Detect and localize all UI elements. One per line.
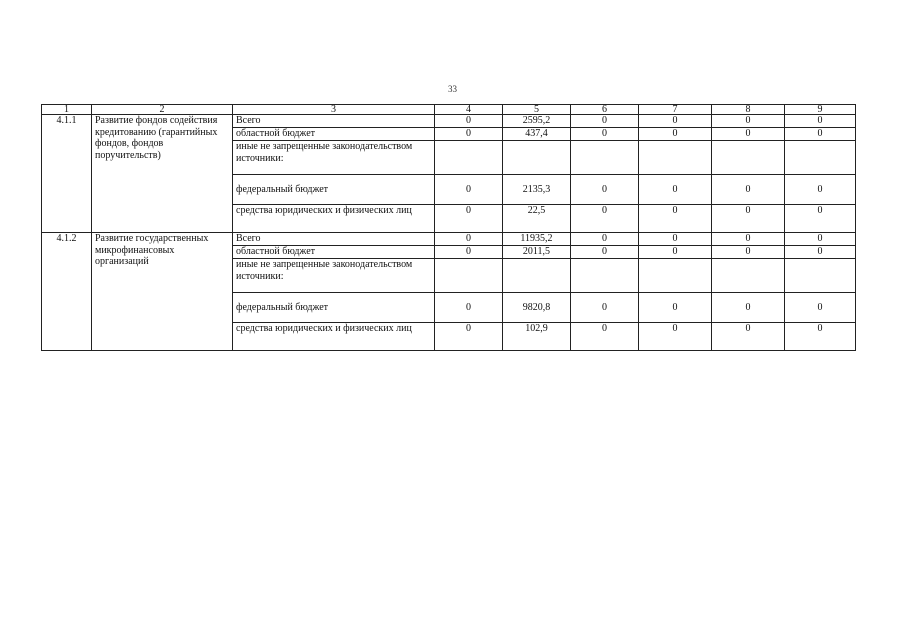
value-cell: 0 — [785, 323, 856, 351]
col-header: 4 — [435, 105, 503, 115]
col-header: 8 — [712, 105, 785, 115]
value-cell: 0 — [785, 246, 856, 259]
value-cell: 0 — [571, 293, 639, 323]
value-cell: 0 — [712, 128, 785, 141]
funding-source: федеральный бюджет — [233, 293, 435, 323]
value-cell: 0 — [639, 115, 712, 128]
value-cell — [571, 259, 639, 293]
value-cell: 0 — [785, 233, 856, 246]
funding-source: средства юридических и физических лиц — [233, 205, 435, 233]
value-cell: 0 — [571, 128, 639, 141]
value-cell: 0 — [712, 115, 785, 128]
value-cell: 0 — [435, 246, 503, 259]
value-cell — [503, 141, 571, 175]
value-cell: 0 — [785, 115, 856, 128]
value-cell: 0 — [712, 293, 785, 323]
value-cell: 0 — [712, 246, 785, 259]
col-header: 6 — [571, 105, 639, 115]
value-cell: 0 — [571, 233, 639, 246]
table-row — [42, 115, 856, 128]
value-cell — [435, 259, 503, 293]
value-cell: 0 — [712, 323, 785, 351]
value-cell: 0 — [785, 205, 856, 233]
row-name: Развитие фондов содействия кредитованию (гарантийных фондов, фондов поручительств) — [92, 115, 233, 233]
row-name: Развитие государственных микрофинансовых организаций — [92, 233, 233, 351]
col-header: 7 — [639, 105, 712, 115]
value-cell — [712, 259, 785, 293]
value-cell — [639, 141, 712, 175]
value-cell: 22,5 — [503, 205, 571, 233]
value-cell — [785, 141, 856, 175]
header-row — [42, 105, 856, 115]
value-cell: 0 — [712, 175, 785, 205]
row-code: 4.1.1 — [42, 115, 92, 233]
funding-source: средства юридических и физических лиц — [233, 323, 435, 351]
value-cell: 0 — [435, 205, 503, 233]
table-row — [42, 233, 856, 246]
funding-source: Всего — [233, 115, 435, 128]
value-cell — [435, 141, 503, 175]
value-cell: 2135,3 — [503, 175, 571, 205]
value-cell: 0 — [712, 233, 785, 246]
value-cell: 0 — [435, 233, 503, 246]
value-cell: 0 — [639, 323, 712, 351]
value-cell: 0 — [571, 246, 639, 259]
value-cell — [503, 259, 571, 293]
value-cell: 437,4 — [503, 128, 571, 141]
col-header: 9 — [785, 105, 856, 115]
value-cell: 0 — [639, 233, 712, 246]
funding-source: иные не запрещенные законодательством источники: — [233, 259, 435, 293]
funding-source: областной бюджет — [233, 246, 435, 259]
value-cell: 2011,5 — [503, 246, 571, 259]
page-number: 33 — [448, 84, 457, 94]
funding-source: областной бюджет — [233, 128, 435, 141]
value-cell: 0 — [571, 205, 639, 233]
value-cell: 0 — [435, 128, 503, 141]
value-cell: 0 — [639, 175, 712, 205]
value-cell: 0 — [435, 175, 503, 205]
funding-source: федеральный бюджет — [233, 175, 435, 205]
value-cell: 9820,8 — [503, 293, 571, 323]
value-cell: 0 — [435, 323, 503, 351]
value-cell: 0 — [639, 128, 712, 141]
value-cell: 0 — [571, 175, 639, 205]
value-cell — [785, 259, 856, 293]
value-cell — [571, 141, 639, 175]
value-cell: 0 — [571, 115, 639, 128]
value-cell: 2595,2 — [503, 115, 571, 128]
value-cell: 0 — [785, 293, 856, 323]
budget-table — [41, 104, 856, 351]
col-header: 3 — [233, 105, 435, 115]
funding-source: иные не запрещенные законодательством источники: — [233, 141, 435, 175]
value-cell: 102,9 — [503, 323, 571, 351]
col-header: 1 — [42, 105, 92, 115]
value-cell: 0 — [712, 205, 785, 233]
funding-source: Всего — [233, 233, 435, 246]
value-cell: 0 — [785, 175, 856, 205]
value-cell — [639, 259, 712, 293]
col-header: 5 — [503, 105, 571, 115]
value-cell: 11935,2 — [503, 233, 571, 246]
value-cell: 0 — [785, 128, 856, 141]
value-cell: 0 — [639, 293, 712, 323]
col-header: 2 — [92, 105, 233, 115]
value-cell: 0 — [639, 205, 712, 233]
value-cell: 0 — [435, 293, 503, 323]
value-cell: 0 — [639, 246, 712, 259]
value-cell: 0 — [435, 115, 503, 128]
value-cell: 0 — [571, 323, 639, 351]
value-cell — [712, 141, 785, 175]
row-code: 4.1.2 — [42, 233, 92, 351]
